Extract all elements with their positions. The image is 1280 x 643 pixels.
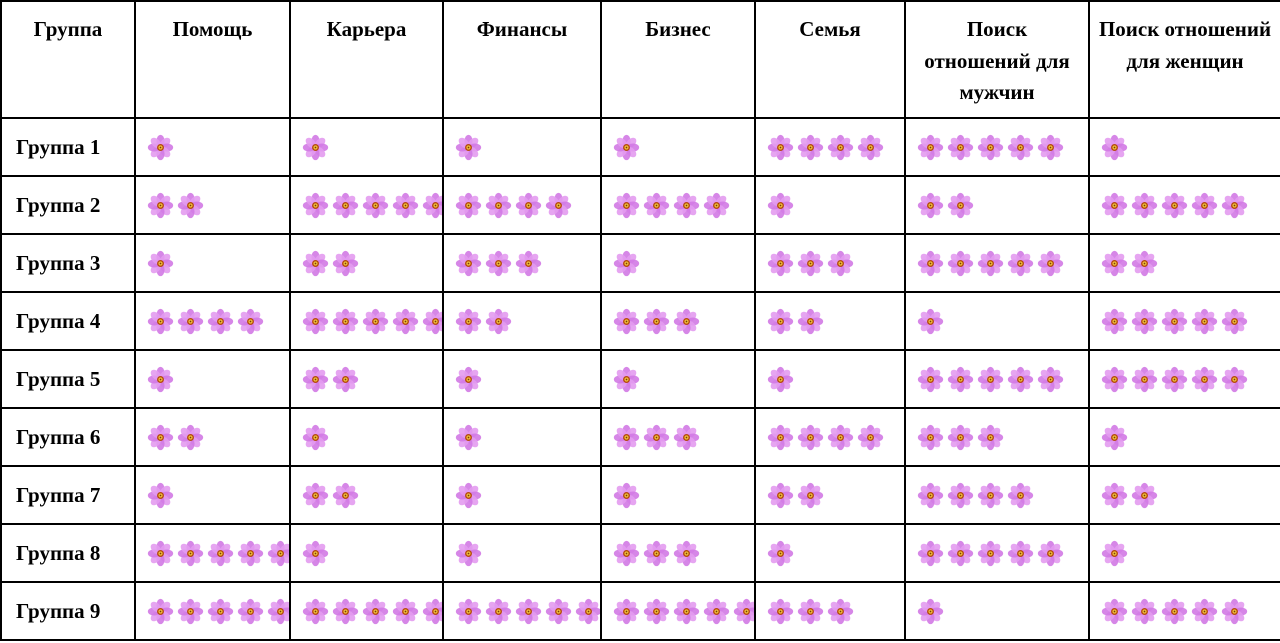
blossom-icon <box>207 308 234 335</box>
blossom-icon <box>392 598 419 625</box>
blossom-icon <box>455 134 482 161</box>
blossom-icon <box>302 540 329 567</box>
flower-cell <box>755 234 905 292</box>
blossom-icon <box>797 134 824 161</box>
flower-cell <box>135 350 290 408</box>
blossom-icon <box>147 424 174 451</box>
flower-cell <box>755 292 905 350</box>
blossom-icon <box>1007 366 1034 393</box>
blossom-icon <box>703 192 730 219</box>
blossom-icon <box>575 598 601 625</box>
flower-cell <box>755 466 905 524</box>
blossom-icon <box>1221 366 1248 393</box>
flower-cell <box>135 176 290 234</box>
flower-cell <box>1089 292 1280 350</box>
blossom-icon <box>302 482 329 509</box>
blossom-icon <box>147 134 174 161</box>
flower-cell <box>601 234 755 292</box>
flower-cell <box>443 350 601 408</box>
blossom-icon <box>362 598 389 625</box>
flower-cell <box>905 292 1089 350</box>
flower-cell <box>1089 118 1280 176</box>
blossom-icon <box>177 540 204 567</box>
blossom-icon <box>977 250 1004 277</box>
blossom-icon <box>947 250 974 277</box>
blossom-icon <box>1101 366 1128 393</box>
flower-cell <box>601 582 755 640</box>
flower-cell <box>905 582 1089 640</box>
flower-cell <box>1089 466 1280 524</box>
header-cell-business: Бизнес <box>601 1 755 118</box>
blossom-icon <box>857 134 884 161</box>
flower-cell <box>443 118 601 176</box>
flower-cell <box>135 524 290 582</box>
blossom-icon <box>797 308 824 335</box>
blossom-icon <box>917 192 944 219</box>
blossom-icon <box>455 192 482 219</box>
table-row <box>1 350 1280 408</box>
blossom-icon <box>455 366 482 393</box>
flower-cell <box>1089 234 1280 292</box>
blossom-icon <box>1131 308 1158 335</box>
blossom-icon <box>767 598 794 625</box>
blossom-icon <box>613 598 640 625</box>
blossom-icon <box>1101 482 1128 509</box>
blossom-icon <box>797 424 824 451</box>
blossom-icon <box>302 192 329 219</box>
blossom-icon <box>857 424 884 451</box>
blossom-icon <box>515 250 542 277</box>
blossom-icon <box>455 424 482 451</box>
blossom-icon <box>917 540 944 567</box>
row-label: Группа 2 <box>1 176 135 234</box>
blossom-icon <box>515 192 542 219</box>
table-row <box>1 118 1280 176</box>
blossom-icon <box>147 308 174 335</box>
blossom-icon <box>643 598 670 625</box>
header-cell-dating-men: Поиск отношений для мужчин <box>905 1 1089 118</box>
blossom-icon <box>207 598 234 625</box>
blossom-icon <box>485 308 512 335</box>
blossom-icon <box>267 540 290 567</box>
flower-cell <box>443 524 601 582</box>
blossom-icon <box>147 598 174 625</box>
blossom-icon <box>302 250 329 277</box>
blossom-icon <box>455 482 482 509</box>
blossom-icon <box>147 192 174 219</box>
flower-cell <box>755 176 905 234</box>
blossom-icon <box>613 192 640 219</box>
flower-cell <box>443 292 601 350</box>
row-label: Группа 1 <box>1 118 135 176</box>
blossom-icon <box>1037 250 1064 277</box>
blossom-icon <box>485 250 512 277</box>
blossom-icon <box>1101 250 1128 277</box>
flower-cell <box>290 176 443 234</box>
row-label: Группа 7 <box>1 466 135 524</box>
blossom-icon <box>1037 540 1064 567</box>
blossom-icon <box>1131 192 1158 219</box>
blossom-icon <box>302 424 329 451</box>
blossom-icon <box>947 366 974 393</box>
blossom-icon <box>362 192 389 219</box>
blossom-icon <box>767 540 794 567</box>
blossom-icon <box>302 308 329 335</box>
blossom-icon <box>947 192 974 219</box>
blossom-icon <box>237 598 264 625</box>
table-row <box>1 234 1280 292</box>
blossom-icon <box>332 598 359 625</box>
blossom-icon <box>392 308 419 335</box>
blossom-icon <box>1101 598 1128 625</box>
row-label: Группа 8 <box>1 524 135 582</box>
flower-cell <box>290 292 443 350</box>
table-row <box>1 466 1280 524</box>
blossom-icon <box>1101 540 1128 567</box>
blossom-icon <box>977 540 1004 567</box>
flower-cell <box>1089 524 1280 582</box>
table-row <box>1 524 1280 582</box>
blossom-icon <box>613 424 640 451</box>
blossom-icon <box>917 366 944 393</box>
blossom-icon <box>797 482 824 509</box>
blossom-icon <box>302 366 329 393</box>
blossom-icon <box>1161 308 1188 335</box>
blossom-icon <box>643 540 670 567</box>
blossom-icon <box>673 598 700 625</box>
flower-cell <box>1089 176 1280 234</box>
header-cell-career: Карьера <box>290 1 443 118</box>
blossom-icon <box>673 424 700 451</box>
blossom-icon <box>613 540 640 567</box>
flower-cell <box>290 524 443 582</box>
blossom-icon <box>147 250 174 277</box>
flower-cell <box>905 176 1089 234</box>
blossom-icon <box>1131 598 1158 625</box>
flower-cell <box>135 582 290 640</box>
blossom-icon <box>673 308 700 335</box>
blossom-icon <box>767 482 794 509</box>
flower-cell <box>135 118 290 176</box>
blossom-icon <box>237 540 264 567</box>
flower-cell <box>905 408 1089 466</box>
blossom-icon <box>515 598 542 625</box>
blossom-icon <box>485 192 512 219</box>
blossom-icon <box>1101 308 1128 335</box>
blossom-icon <box>422 308 443 335</box>
blossom-icon <box>455 540 482 567</box>
blossom-icon <box>1101 134 1128 161</box>
blossom-icon <box>332 192 359 219</box>
blossom-icon <box>767 192 794 219</box>
blossom-icon <box>177 308 204 335</box>
flower-cell <box>290 234 443 292</box>
flower-cell <box>290 118 443 176</box>
flower-cell <box>135 292 290 350</box>
blossom-icon <box>207 540 234 567</box>
blossom-icon <box>1007 134 1034 161</box>
blossom-icon <box>917 482 944 509</box>
blossom-icon <box>147 366 174 393</box>
blossom-icon <box>455 308 482 335</box>
blossom-icon <box>643 424 670 451</box>
blossom-icon <box>767 308 794 335</box>
flower-cell <box>443 408 601 466</box>
flower-cell <box>1089 408 1280 466</box>
flower-cell <box>443 582 601 640</box>
flower-cell <box>755 118 905 176</box>
blossom-icon <box>1037 366 1064 393</box>
blossom-icon <box>1161 598 1188 625</box>
table-row <box>1 292 1280 350</box>
table-row <box>1 582 1280 640</box>
blossom-icon <box>1191 192 1218 219</box>
blossom-icon <box>332 482 359 509</box>
blossom-icon <box>485 598 512 625</box>
blossom-icon <box>1221 192 1248 219</box>
blossom-icon <box>767 134 794 161</box>
blossom-icon <box>362 308 389 335</box>
blossom-icon <box>917 598 944 625</box>
flower-cell <box>755 408 905 466</box>
blossom-icon <box>1007 250 1034 277</box>
blossom-icon <box>392 192 419 219</box>
flower-cell <box>905 118 1089 176</box>
blossom-icon <box>1161 366 1188 393</box>
flower-cell <box>905 524 1089 582</box>
blossom-icon <box>643 192 670 219</box>
blossom-icon <box>613 308 640 335</box>
blossom-icon <box>177 424 204 451</box>
blossom-icon <box>545 598 572 625</box>
blossom-icon <box>302 134 329 161</box>
blossom-icon <box>917 424 944 451</box>
flower-cell <box>601 350 755 408</box>
blossom-icon <box>177 598 204 625</box>
header-cell-dating-women: Поиск отношений для женщин <box>1089 1 1280 118</box>
row-label: Группа 4 <box>1 292 135 350</box>
blossom-icon <box>827 424 854 451</box>
flower-cell <box>135 466 290 524</box>
flower-cell <box>755 524 905 582</box>
blossom-icon <box>977 482 1004 509</box>
flower-cell <box>1089 582 1280 640</box>
blossom-icon <box>1191 366 1218 393</box>
blossom-icon <box>947 424 974 451</box>
flower-cell <box>601 176 755 234</box>
blossom-icon <box>613 134 640 161</box>
flower-cell <box>601 408 755 466</box>
blossom-icon <box>1131 482 1158 509</box>
blossom-icon <box>947 482 974 509</box>
table-row <box>1 408 1280 466</box>
header-row <box>1 1 1280 118</box>
blossom-icon <box>917 134 944 161</box>
blossom-icon <box>1221 308 1248 335</box>
blossom-icon <box>947 134 974 161</box>
blossom-icon <box>147 482 174 509</box>
blossom-icon <box>673 192 700 219</box>
table-body <box>1 118 1280 640</box>
blossom-icon <box>827 134 854 161</box>
flower-cell <box>443 466 601 524</box>
blossom-icon <box>613 366 640 393</box>
header-cell-finance: Финансы <box>443 1 601 118</box>
blossom-icon <box>455 250 482 277</box>
blossom-icon <box>917 250 944 277</box>
flower-cell <box>755 350 905 408</box>
blossom-icon <box>613 250 640 277</box>
blossom-icon <box>1101 424 1128 451</box>
blossom-icon <box>947 540 974 567</box>
flower-cell <box>905 234 1089 292</box>
flower-cell <box>135 234 290 292</box>
row-label: Группа 5 <box>1 350 135 408</box>
blossom-icon <box>917 308 944 335</box>
blossom-icon <box>332 250 359 277</box>
blossom-icon <box>1191 598 1218 625</box>
blossom-icon <box>1191 308 1218 335</box>
blossom-icon <box>147 540 174 567</box>
blossom-icon <box>673 540 700 567</box>
blossom-icon <box>797 250 824 277</box>
blossom-icon <box>977 134 1004 161</box>
blossom-icon <box>767 424 794 451</box>
blossom-icon <box>1161 192 1188 219</box>
blossom-icon <box>177 192 204 219</box>
flower-cell <box>290 350 443 408</box>
flower-cell <box>443 176 601 234</box>
blossom-icon <box>827 250 854 277</box>
flower-cell <box>601 118 755 176</box>
blossom-icon <box>797 598 824 625</box>
flower-cell <box>905 466 1089 524</box>
blossom-icon <box>1007 540 1034 567</box>
blossom-icon <box>422 598 443 625</box>
flower-cell <box>755 582 905 640</box>
blossom-icon <box>332 308 359 335</box>
flower-cell <box>1089 350 1280 408</box>
row-label: Группа 3 <box>1 234 135 292</box>
flower-cell <box>290 582 443 640</box>
blossom-icon <box>1131 366 1158 393</box>
blossom-icon <box>827 598 854 625</box>
blossom-icon <box>977 366 1004 393</box>
header-cell-help: Помощь <box>135 1 290 118</box>
flower-cell <box>905 350 1089 408</box>
flower-cell <box>135 408 290 466</box>
blossom-icon <box>545 192 572 219</box>
blossom-icon <box>977 424 1004 451</box>
blossom-icon <box>237 308 264 335</box>
flower-cell <box>601 292 755 350</box>
blossom-icon <box>302 598 329 625</box>
blossom-icon <box>643 308 670 335</box>
row-label: Группа 6 <box>1 408 135 466</box>
table-header <box>1 1 1280 118</box>
blossom-icon <box>455 598 482 625</box>
header-cell-group: Группа <box>1 1 135 118</box>
blossom-icon <box>613 482 640 509</box>
blossom-icon <box>1101 192 1128 219</box>
blossom-icon <box>332 366 359 393</box>
blossom-icon <box>733 598 755 625</box>
blossom-icon <box>1131 250 1158 277</box>
flower-cell <box>601 466 755 524</box>
blossom-icon <box>267 598 290 625</box>
blossom-icon <box>767 366 794 393</box>
flower-cell <box>290 408 443 466</box>
blossom-icon <box>703 598 730 625</box>
flower-cell <box>601 524 755 582</box>
blossom-icon <box>422 192 443 219</box>
blossom-icon <box>1037 134 1064 161</box>
header-cell-family: Семья <box>755 1 905 118</box>
blossom-icon <box>1221 598 1248 625</box>
flower-cell <box>290 466 443 524</box>
table-row <box>1 176 1280 234</box>
blossom-icon <box>767 250 794 277</box>
flower-cell <box>443 234 601 292</box>
blossom-icon <box>1007 482 1034 509</box>
row-label: Группа 9 <box>1 582 135 640</box>
